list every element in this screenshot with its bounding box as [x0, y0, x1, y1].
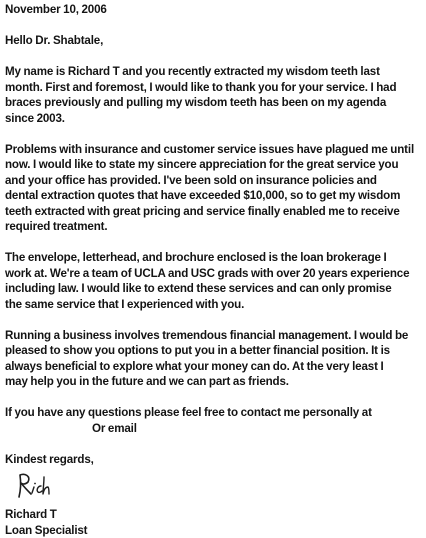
- text-line: Running a business involves tremendous financial management. I would be: [5, 328, 423, 344]
- closing: Kindest regards,: [5, 452, 423, 468]
- signer-name: Richard T: [5, 507, 423, 523]
- salutation: Hello Dr. Shabtale,: [5, 33, 423, 49]
- text-line: always beneficial to explore what your money can do. At the very least I: [5, 359, 423, 375]
- text-line: month. First and foremost, I would like to thank you for your service. I had: [5, 80, 423, 96]
- signer-title: Loan Specialist: [5, 523, 423, 538]
- text-line: including law. I would like to extend these services and can only promise: [5, 281, 423, 297]
- text-line: pleased to show you options to put you in a better financial position. It is: [5, 343, 423, 359]
- paragraph-contact: [5, 405, 423, 436]
- text-line: The envelope, letterhead, and brochure enclosed is the loan brokerage I: [5, 250, 423, 266]
- text-line: since 2003.: [5, 111, 423, 127]
- text-line: If you have any questions please feel free to contact me personally at: [5, 405, 423, 421]
- text-line: teeth extracted with great pricing and service finally enabled me to receive: [5, 204, 423, 220]
- text-line: required treatment.: [5, 219, 423, 235]
- paragraph-appreciation: [5, 142, 423, 235]
- paragraph-enclosure: [5, 250, 423, 312]
- text-line: and your office has provided. I've been sold on insurance policies and: [5, 173, 423, 189]
- letter-date: November 10, 2006: [5, 2, 423, 18]
- text-line: the same service that I experienced with you.: [5, 297, 423, 313]
- letter: [5, 2, 423, 538]
- text-line: dental extraction quotes that have exceeded $10,000, so to get my wisdom: [5, 188, 423, 204]
- text-line: may help you in the future and we can part as friends.: [5, 374, 423, 390]
- text-line: braces previously and pulling my wisdom teeth has been on my agenda: [5, 95, 423, 111]
- paragraph-introduction: [5, 64, 423, 126]
- text-line: Problems with insurance and customer service issues have plagued me until: [5, 142, 423, 158]
- text-line: Or email: [5, 421, 423, 437]
- handwritten-signature: [15, 472, 51, 500]
- signature-area: [5, 467, 423, 507]
- text-line: now. I would like to state my sincere appreciation for the great service you: [5, 157, 423, 173]
- text-line: work at. We're a team of UCLA and USC grads with over 20 years experience: [5, 266, 423, 282]
- paragraph-business: [5, 328, 423, 390]
- text-line: My name is Richard T and you recently extracted my wisdom teeth last: [5, 64, 423, 80]
